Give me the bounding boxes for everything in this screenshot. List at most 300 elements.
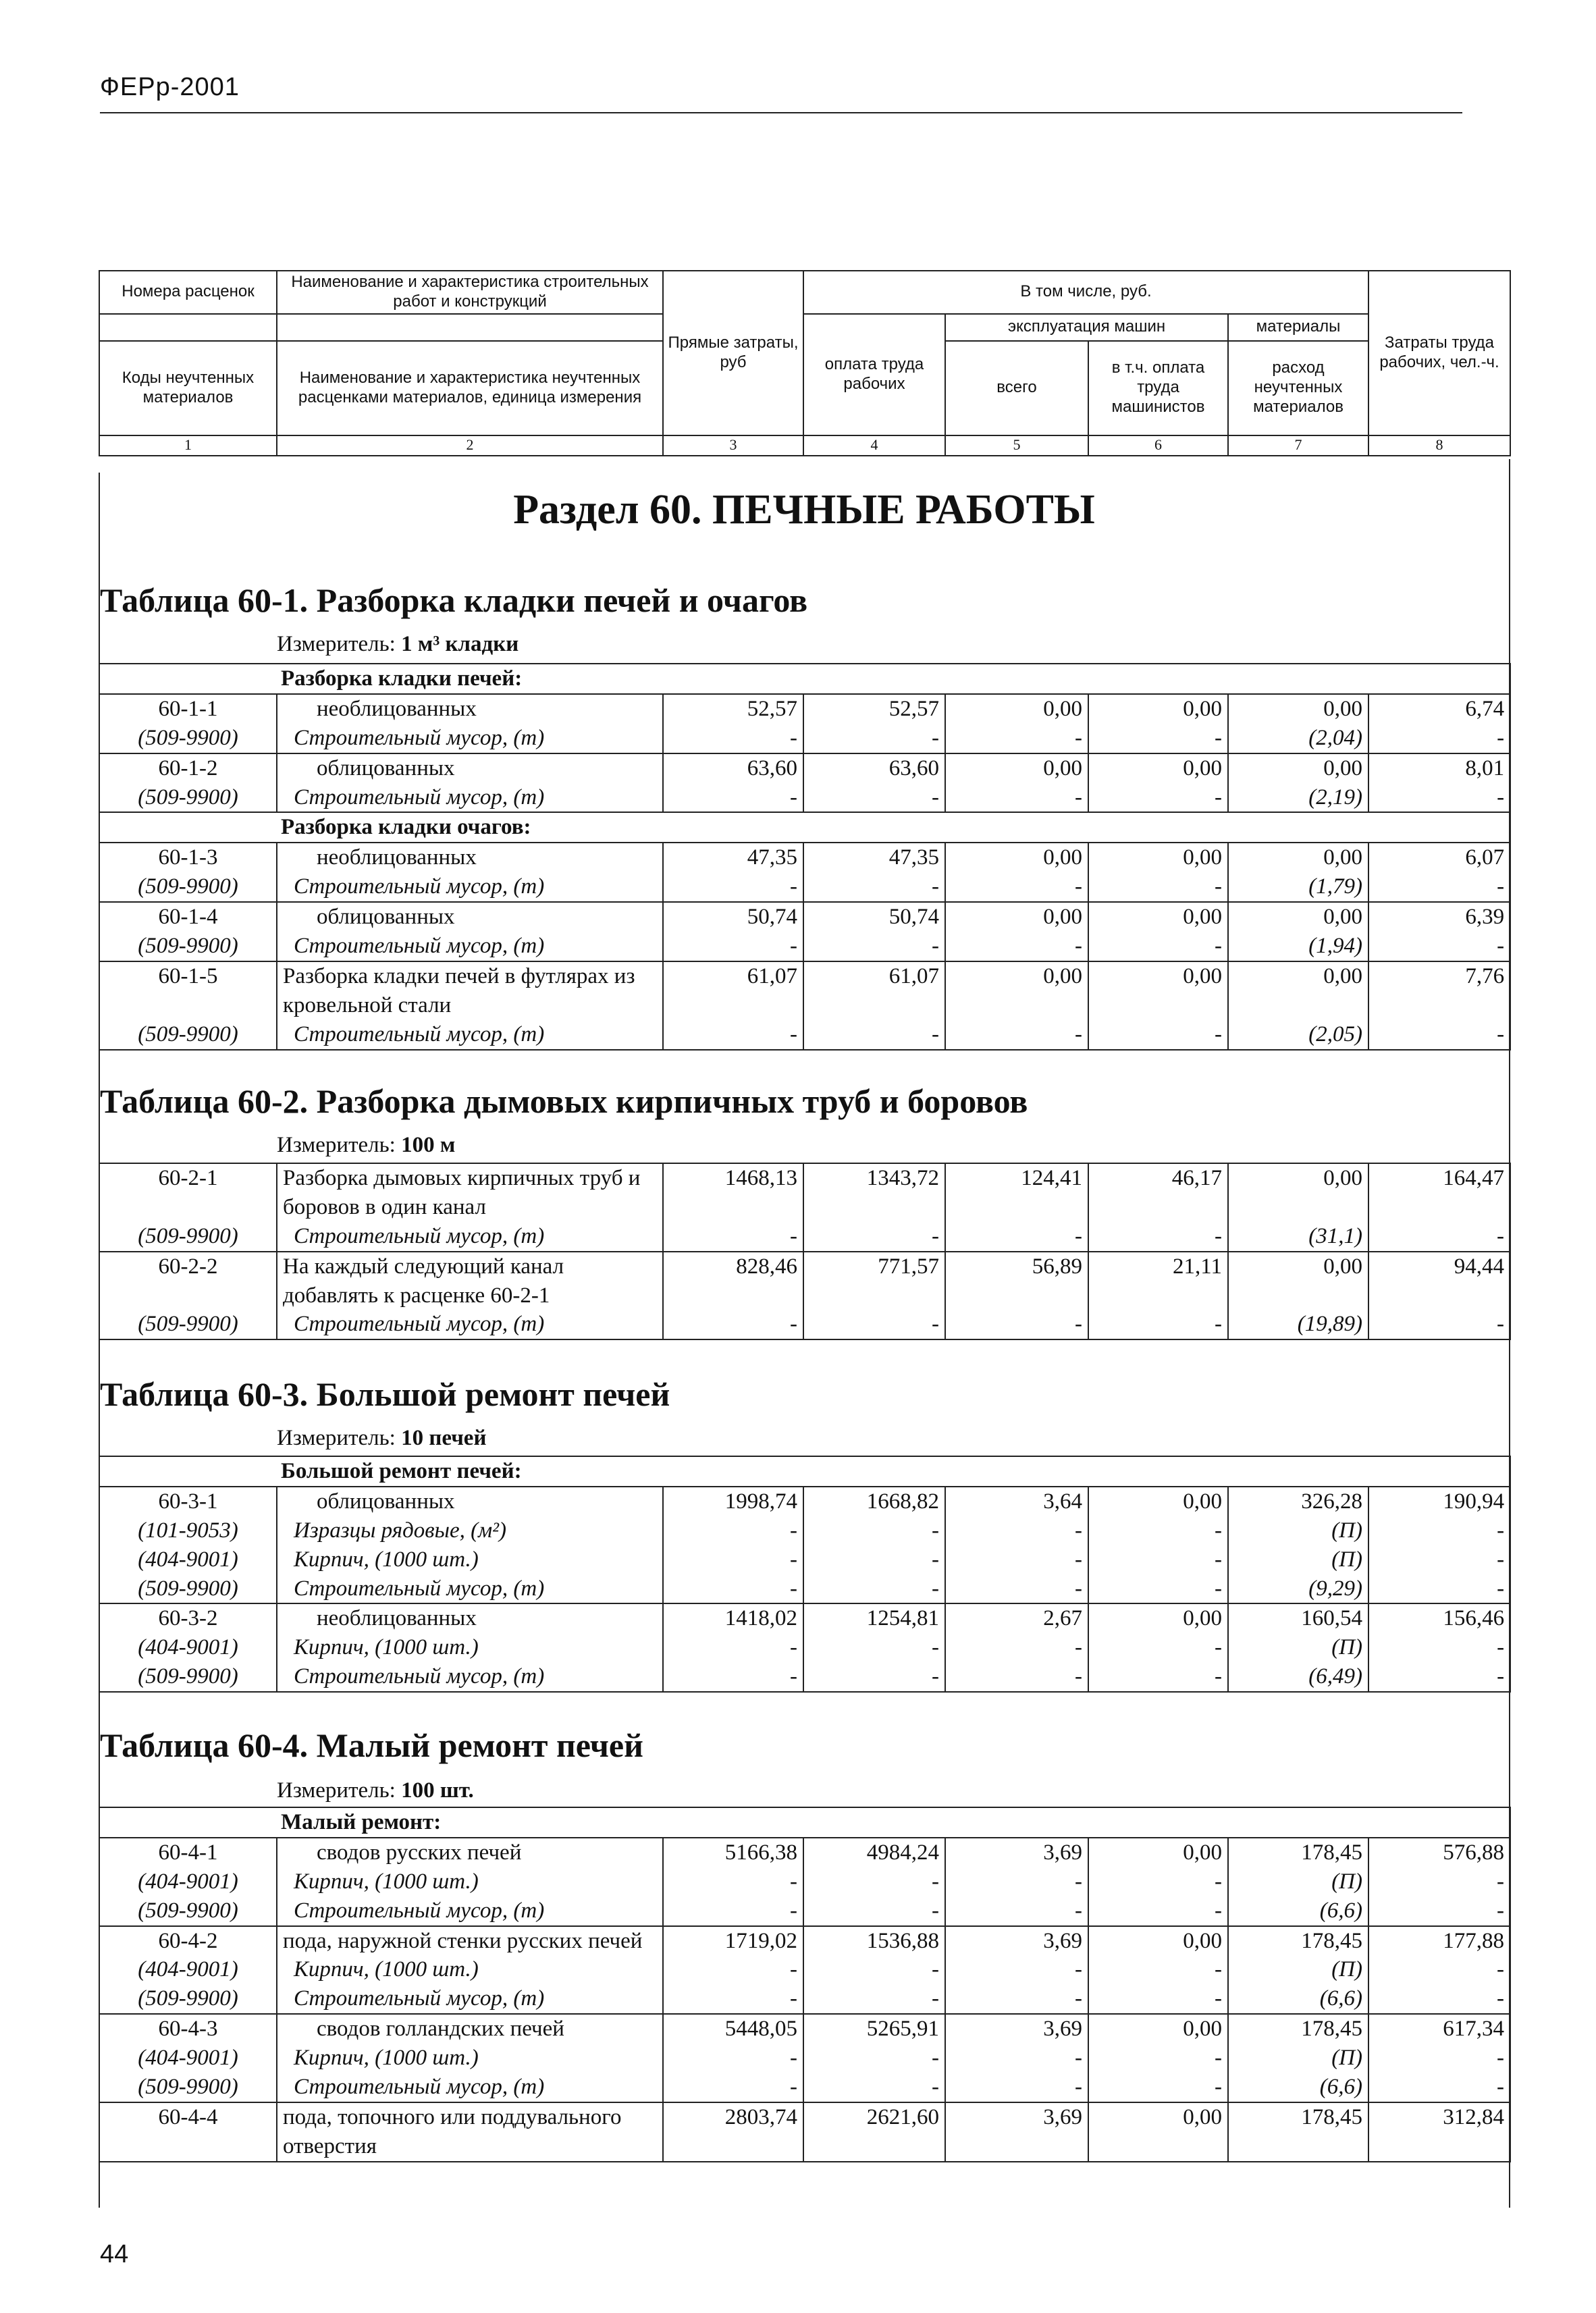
subheading: Разборка кладки печей: [99,664,1510,694]
value-cell: 61,07 [663,961,803,1020]
name-cell: Кирпич, (1000 шт.) [277,1867,663,1896]
material-row [99,1896,1510,1926]
col-number: 2 [277,435,663,456]
name-cell: Строительный мусор, (т) [277,2073,663,2102]
code-cell: 60-4-1 [99,1838,277,1867]
value-cell: 326,28 [1228,1487,1368,1516]
value-cell: - [945,1545,1088,1574]
name-cell: необлицованных [277,843,663,872]
value-cell: 0,00 [1088,1603,1228,1633]
value-cell: (1,79) [1228,872,1368,902]
rate-row [99,2014,1510,2044]
value-cell: 47,35 [803,843,945,872]
code-cell: (509-9900) [99,1222,277,1252]
value-cell: (6,6) [1228,1984,1368,2014]
code-cell: (404-9001) [99,1633,277,1662]
col-number: 8 [1368,435,1510,456]
value-cell: 6,39 [1368,902,1510,932]
value-cell: - [945,1955,1088,1984]
rate-row [99,1926,1510,1956]
value-cell: - [945,1574,1088,1604]
table-title: Таблица 60-2. Разборка дымовых кирпичных труб и боровов [100,1082,1028,1120]
name-cell: Строительный мусор, (т) [277,1310,663,1339]
value-cell: 5166,38 [663,1838,803,1867]
value-cell: - [1088,1574,1228,1604]
value-cell: 8,01 [1368,753,1510,783]
value-cell: - [945,932,1088,961]
name-cell: Разборка кладки печей в футлярах из кровельной стали [277,961,663,1020]
header-col2-bottom: Наименование и характеристика неучтенных расценками материалов, единица измерения [277,341,663,435]
name-cell: Строительный мусор, (т) [277,872,663,902]
name-cell: пода, наружной стенки русских печей [277,1926,663,1956]
value-cell: - [1088,1662,1228,1692]
subheading: Малый ремонт: [99,1807,1510,1838]
value-cell: - [1088,932,1228,961]
name-cell: необлицованных [277,1603,663,1633]
value-cell: 3,69 [945,1926,1088,1956]
value-cell: 3,69 [945,2102,1088,2162]
value-cell: 178,45 [1228,2102,1368,2162]
value-cell: 3,64 [945,1487,1088,1516]
value-cell: 0,00 [1088,2014,1228,2044]
name-cell: Строительный мусор, (т) [277,1020,663,1050]
name-cell: Строительный мусор, (т) [277,932,663,961]
value-cell: - [663,872,803,902]
value-cell: 178,45 [1228,1926,1368,1956]
code-cell: 60-4-2 [99,1926,277,1956]
value-cell: - [663,1545,803,1574]
value-cell: - [1088,1545,1228,1574]
value-cell: (6,6) [1228,1896,1368,1926]
value-cell: 2,67 [945,1603,1088,1633]
header-col1-bottom: Коды неучтенных материалов [99,341,277,435]
name-cell: Кирпич, (1000 шт.) [277,1955,663,1984]
code-cell: (509-9900) [99,2073,277,2102]
value-cell: 0,00 [1228,694,1368,724]
header-col5: всего [945,341,1088,435]
rate-row [99,1252,1510,1310]
name-cell: Строительный мусор, (т) [277,783,663,813]
value-cell: 1254,81 [803,1603,945,1633]
value-cell: - [663,724,803,753]
header-materials: материалы [1228,314,1368,341]
value-cell: - [803,1867,945,1896]
value-cell: 52,57 [663,694,803,724]
code-cell: 60-1-3 [99,843,277,872]
header-machines: эксплуатация машин [945,314,1228,341]
value-cell: 1343,72 [803,1163,945,1222]
value-cell: (19,89) [1228,1310,1368,1339]
col-number: 6 [1088,435,1228,456]
value-cell: 156,46 [1368,1603,1510,1633]
material-row [99,2044,1510,2073]
code-cell: 60-1-1 [99,694,277,724]
value-cell: 0,00 [945,694,1088,724]
material-row [99,724,1510,753]
value-cell: 94,44 [1368,1252,1510,1310]
code-cell: (509-9900) [99,1984,277,2014]
material-row [99,1867,1510,1896]
value-cell: - [1368,1984,1510,2014]
value-cell: 576,88 [1368,1838,1510,1867]
value-cell: 0,00 [945,961,1088,1020]
code-cell: (404-9001) [99,1955,277,1984]
value-cell: - [663,1222,803,1252]
name-cell: Изразцы рядовые, (м²) [277,1516,663,1545]
col-number: 4 [803,435,945,456]
value-cell: - [1368,724,1510,753]
header-col1-top: Номера расценок [99,271,277,314]
value-cell: - [663,1955,803,1984]
rate-row [99,2102,1510,2162]
col-number: 1 [99,435,277,456]
meter: Измеритель: 10 печей [277,1426,487,1450]
value-cell: 0,00 [1088,694,1228,724]
value-cell: 0,00 [1088,753,1228,783]
value-cell: 4984,24 [803,1838,945,1867]
value-cell: - [1368,1955,1510,1984]
code-cell: 60-1-4 [99,902,277,932]
material-row [99,1633,1510,1662]
value-cell: 2803,74 [663,2102,803,2162]
value-cell: - [945,724,1088,753]
value-cell: 63,60 [663,753,803,783]
value-cell: - [1088,2044,1228,2073]
value-cell: (П) [1228,1516,1368,1545]
value-cell: - [803,1955,945,1984]
value-cell: 52,57 [803,694,945,724]
material-row [99,1955,1510,1984]
value-cell: 0,00 [945,843,1088,872]
name-cell: На каждый следующий канал добавлять к расценке 60-2-1 [277,1252,663,1310]
value-cell: - [1088,1984,1228,2014]
value-cell: 63,60 [803,753,945,783]
value-cell: - [663,1574,803,1604]
value-cell: - [1368,1662,1510,1692]
code-cell: 60-2-1 [99,1163,277,1222]
value-cell: - [1088,872,1228,902]
code-cell: (509-9900) [99,1896,277,1926]
material-row [99,1545,1510,1574]
value-cell: 6,07 [1368,843,1510,872]
header-col6: в т.ч. оплата труда машинистов [1088,341,1228,435]
value-cell: 7,76 [1368,961,1510,1020]
value-cell: - [1088,1222,1228,1252]
value-cell: - [945,872,1088,902]
value-cell: 1668,82 [803,1487,945,1516]
material-row [99,1516,1510,1545]
name-cell: Строительный мусор, (т) [277,1222,663,1252]
code-cell: (509-9900) [99,1020,277,1050]
code-cell: (509-9900) [99,932,277,961]
code-cell: 60-3-1 [99,1487,277,1516]
value-cell: - [1368,1310,1510,1339]
value-cell: - [945,783,1088,813]
name-cell: облицованных [277,902,663,932]
value-cell: (П) [1228,1545,1368,1574]
code-cell: 60-1-2 [99,753,277,783]
value-cell: - [1088,1955,1228,1984]
code-cell: 60-1-5 [99,961,277,1020]
value-cell: - [1368,872,1510,902]
value-cell: - [1088,1516,1228,1545]
value-cell: - [945,1310,1088,1339]
value-cell: 617,34 [1368,2014,1510,2044]
name-cell: Строительный мусор, (т) [277,1662,663,1692]
value-cell: 1719,02 [663,1926,803,1956]
value-cell: - [803,1662,945,1692]
subheading: Разборка кладки очагов: [99,812,1510,843]
rate-table [99,1456,1511,1693]
value-cell: 1418,02 [663,1603,803,1633]
name-cell: сводов голландских печей [277,2014,663,2044]
value-cell: 61,07 [803,961,945,1020]
value-cell: - [803,2044,945,2073]
value-cell: 0,00 [1228,1252,1368,1310]
table-title: Таблица 60-4. Малый ремонт печей [100,1726,643,1764]
value-cell: - [663,1984,803,2014]
value-cell: 56,89 [945,1252,1088,1310]
value-cell: 124,41 [945,1163,1088,1222]
value-cell: 771,57 [803,1252,945,1310]
value-cell: - [945,1020,1088,1050]
value-cell: - [663,1516,803,1545]
rate-row [99,1163,1510,1222]
value-cell: 47,35 [663,843,803,872]
rate-table [99,663,1511,1051]
header-col2-top: Наименование и характеристика строительных работ и конструкций [277,271,663,314]
value-cell: - [1368,1222,1510,1252]
material-row [99,872,1510,902]
header-col8: Затраты труда рабочих, чел.-ч. [1368,271,1510,435]
value-cell: - [1088,724,1228,753]
rate-row [99,961,1510,1020]
value-cell: - [803,1633,945,1662]
value-cell: 828,46 [663,1252,803,1310]
subheading-row [99,1456,1510,1487]
value-cell: - [1368,1896,1510,1926]
value-cell: - [945,1867,1088,1896]
material-row [99,1222,1510,1252]
header-rule [100,112,1462,113]
name-cell: сводов русских печей [277,1838,663,1867]
value-cell: - [1088,1633,1228,1662]
code-cell: (404-9001) [99,1545,277,1574]
value-cell: - [945,1222,1088,1252]
value-cell: 0,00 [1228,902,1368,932]
code-cell: 60-4-3 [99,2014,277,2044]
code-cell: (509-9900) [99,783,277,813]
value-cell: - [1368,1516,1510,1545]
value-cell: - [803,1310,945,1339]
value-cell: 0,00 [1228,1163,1368,1222]
name-cell: облицованных [277,1487,663,1516]
value-cell: 1536,88 [803,1926,945,1956]
value-cell: - [1368,1574,1510,1604]
value-cell: 160,54 [1228,1603,1368,1633]
value-cell: 1468,13 [663,1163,803,1222]
value-cell: (2,19) [1228,783,1368,813]
code-cell: 60-2-2 [99,1252,277,1310]
rate-row [99,1487,1510,1516]
meter: Измеритель: 1 м³ кладки [277,632,519,656]
name-cell: Строительный мусор, (т) [277,1896,663,1926]
value-cell: - [1088,2073,1228,2102]
value-cell: 312,84 [1368,2102,1510,2162]
code-cell: (404-9001) [99,1867,277,1896]
value-cell: - [1368,783,1510,813]
name-cell: Кирпич, (1000 шт.) [277,2044,663,2073]
value-cell: (31,1) [1228,1222,1368,1252]
col-number: 3 [663,435,803,456]
value-cell: - [663,783,803,813]
value-cell: - [1088,1310,1228,1339]
rate-table [99,1807,1511,2162]
value-cell: - [663,2044,803,2073]
value-cell: (6,6) [1228,2073,1368,2102]
value-cell: - [663,1662,803,1692]
value-cell: - [663,1310,803,1339]
value-cell: 0,00 [1088,902,1228,932]
value-cell: (6,49) [1228,1662,1368,1692]
value-cell: 0,00 [945,753,1088,783]
value-cell: 0,00 [1088,1838,1228,1867]
running-head: ФЕРр-2001 [100,73,240,101]
header-group: В том числе, руб. [803,271,1368,314]
value-cell: - [803,1516,945,1545]
value-cell: - [663,1020,803,1050]
material-row [99,1574,1510,1604]
material-row [99,2073,1510,2102]
code-cell: (509-9900) [99,1310,277,1339]
rate-row [99,694,1510,724]
rate-table [99,1163,1511,1340]
material-row [99,783,1510,813]
subheading: Большой ремонт печей: [99,1456,1510,1487]
rate-row [99,1603,1510,1633]
value-cell: - [945,1633,1088,1662]
value-cell: - [1088,1020,1228,1050]
value-cell: - [803,872,945,902]
value-cell: 5265,91 [803,2014,945,2044]
value-cell: 0,00 [1228,961,1368,1020]
name-cell: необлицованных [277,694,663,724]
value-cell: 2621,60 [803,2102,945,2162]
value-cell: - [663,1633,803,1662]
value-cell: (П) [1228,2044,1368,2073]
value-cell: - [1368,1633,1510,1662]
value-cell: - [803,1896,945,1926]
subheading-row [99,1807,1510,1838]
value-cell: - [1368,1545,1510,1574]
code-cell: (509-9900) [99,1574,277,1604]
header-col3: Прямые затраты, руб [663,271,803,435]
value-cell: (9,29) [1228,1574,1368,1604]
table-title: Таблица 60-3. Большой ремонт печей [100,1375,670,1413]
value-cell: 177,88 [1368,1926,1510,1956]
header-col7: расход неучтенных материалов [1228,341,1368,435]
name-cell: Разборка дымовых кирпичных труб и боровов в один канал [277,1163,663,1222]
value-cell: - [1368,1867,1510,1896]
material-row [99,1984,1510,2014]
material-row [99,1662,1510,1692]
value-cell: 0,00 [945,902,1088,932]
value-cell: 190,94 [1368,1487,1510,1516]
table-title: Таблица 60-1. Разборка кладки печей и очагов [100,581,808,619]
material-row [99,932,1510,961]
value-cell: - [803,932,945,961]
meter: Измеритель: 100 шт. [277,1778,474,1803]
value-cell: 3,69 [945,2014,1088,2044]
value-cell: - [803,783,945,813]
value-cell: 0,00 [1088,2102,1228,2162]
value-cell: - [1368,1020,1510,1050]
name-cell: Строительный мусор, (т) [277,1574,663,1604]
value-cell: 3,69 [945,1838,1088,1867]
value-cell: (1,94) [1228,932,1368,961]
value-cell: - [945,1896,1088,1926]
value-cell: 178,45 [1228,2014,1368,2044]
value-cell: - [945,1516,1088,1545]
value-cell: - [1088,783,1228,813]
value-cell: 6,74 [1368,694,1510,724]
value-cell: - [1368,932,1510,961]
name-cell: Строительный мусор, (т) [277,1984,663,2014]
value-cell: - [803,1222,945,1252]
code-cell: (509-9900) [99,872,277,902]
value-cell: 50,74 [803,902,945,932]
value-cell: - [1088,1867,1228,1896]
value-cell: - [803,1020,945,1050]
meter: Измеритель: 100 м [277,1133,456,1157]
material-row [99,1020,1510,1050]
code-cell: (509-9900) [99,1662,277,1692]
value-cell: 0,00 [1088,961,1228,1020]
rate-row [99,843,1510,872]
col-number: 7 [1228,435,1368,456]
value-cell: - [1368,2073,1510,2102]
value-cell: - [1088,1896,1228,1926]
name-cell: облицованных [277,753,663,783]
code-cell: (404-9001) [99,2044,277,2073]
subheading-row [99,812,1510,843]
value-cell: (П) [1228,1633,1368,1662]
column-header-table [99,270,1511,456]
page-number: 44 [100,2240,129,2268]
code-cell: 60-4-4 [99,2102,277,2162]
value-cell: - [1368,2044,1510,2073]
value-cell: - [663,1896,803,1926]
name-cell: Кирпич, (1000 шт.) [277,1633,663,1662]
value-cell: - [945,1662,1088,1692]
value-cell: (П) [1228,1955,1368,1984]
code-cell: (101-9053) [99,1516,277,1545]
value-cell: - [803,2073,945,2102]
value-cell: 0,00 [1228,753,1368,783]
value-cell: - [803,1984,945,2014]
material-row [99,1310,1510,1339]
value-cell: 21,11 [1088,1252,1228,1310]
value-cell: 0,00 [1088,843,1228,872]
value-cell: 50,74 [663,902,803,932]
value-cell: - [663,932,803,961]
value-cell: - [945,1984,1088,2014]
value-cell: 5448,05 [663,2014,803,2044]
value-cell: 1998,74 [663,1487,803,1516]
name-cell: пода, топочного или поддувального отверстия [277,2102,663,2162]
rate-row [99,902,1510,932]
value-cell: (2,05) [1228,1020,1368,1050]
